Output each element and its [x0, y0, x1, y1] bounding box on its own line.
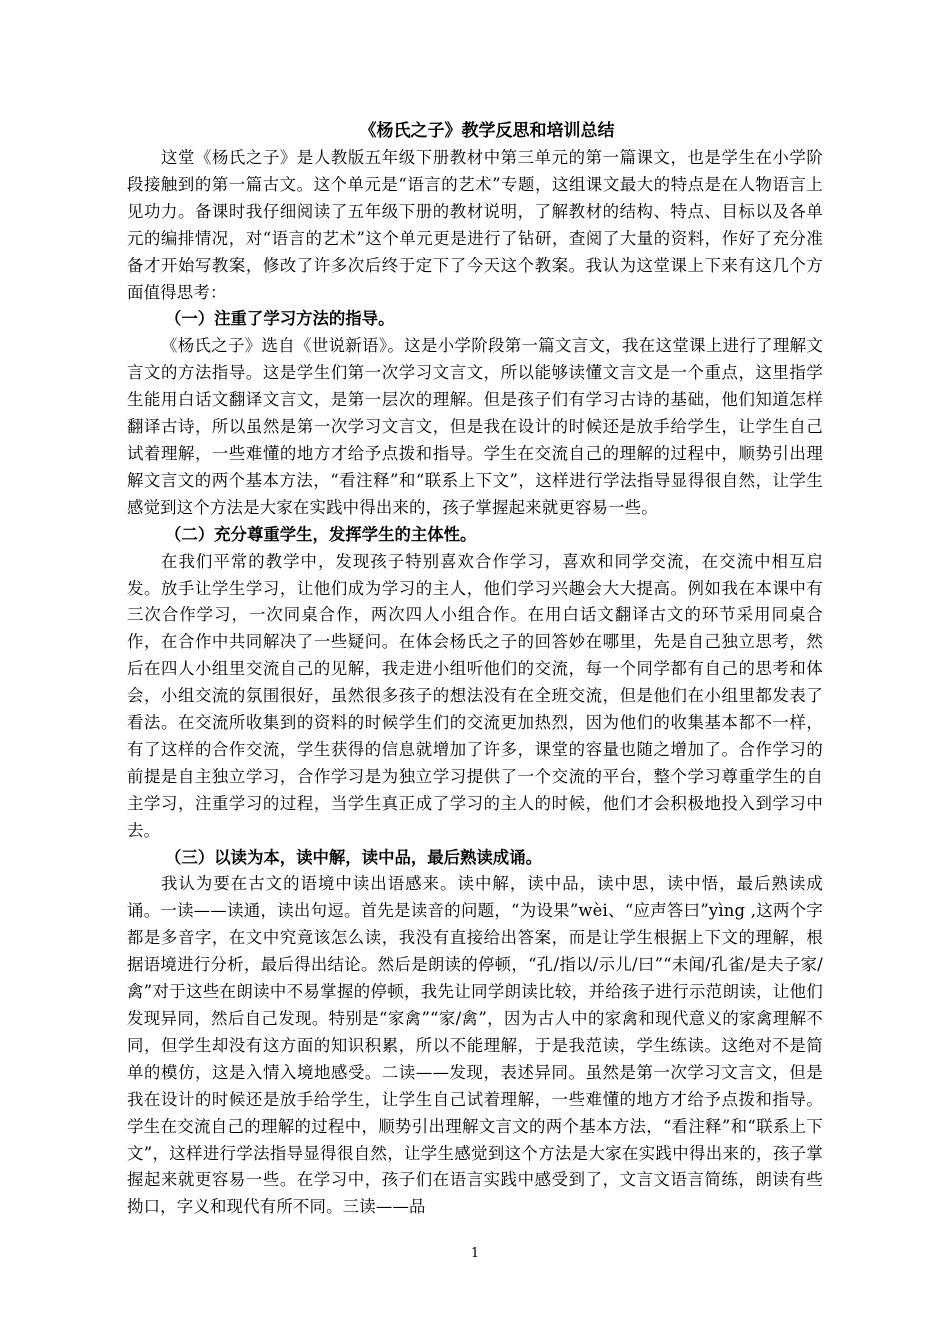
- section-body: 我认为要在古文的语境中读出语感来。读中解，读中品，读中思，读中悟，最后熟读成诵。一读——读通，读出句逗。首先是读音的问题，“为设果”wèi、“应声答曰”yìng ,这两个字都是多音字，在文中究竟该怎么读，我没有直接给出答案，而是让学生根据上下文的理解，根据语境进行分析，最后得出结论。然后是朗读的停顿，“孔/指以/示儿/曰”“未闻/孔雀/是夫子家/禽”对于这些在朗读中不易掌握的停顿，我先让同学朗读比较，并给孩子进行示范朗读，让他们发现异同，然后自己发现。特别是“家禽”“家/禽”，因为古人中的家禽和现代意义的家禽理解不同，但学生却没有这方面的知识积累，所以不能理解，于是我范读，学生练读。这绝对不是简单的模仿，这是入情入境地感受。二读——发现，表述异同。虽然是第一次学习文言文，但是我在设计的时候还是放手给学生，让学生自己试着理解，一些难懂的地方才给予点拨和指导。学生在交流自己的理解的过程中，顺势引出理解文言文的两个基本方法，“看注释”和“联系上下文”，这样进行学法指导显得很自然，让学生感觉到这个方法是大家在实践中得出来的，孩子掌握起来就更容易一些。在学习中，孩子们在语言实践中感受到了，文言文语言简练，朗读有些拗口，字义和现代有所不同。三读——品: [127, 874, 823, 1217]
- document-title: 《杨氏之子》教学反思和培训总结: [359, 121, 615, 141]
- section-3: [127, 845, 823, 1222]
- document-page: [127, 118, 823, 1221]
- section-heading: （一）注重了学习方法的指导。: [165, 309, 395, 329]
- section-1: [127, 306, 823, 521]
- section-heading: （三）以读为本，读中解，读中品，最后熟读成诵。: [165, 847, 542, 867]
- section-body: 在我们平常的教学中，发现孩子特别喜欢合作学习，喜欢和同学交流，在交流中相互启发。放手让学生学习，让他们成为学习的主人，他们学习兴趣会大大提高。例如我在本课中有三次合作学习，一次同桌合作，两次四人小组合作。在用白话文翻译古文的环节采用同桌合作，在合作中共同解决了一些疑问。在体会杨氏之子的回答妙在哪里，先是自己独立思考，然后在四人小组里交流自己的见解，我走进小组听他们的交流，每一个同学都有自己的思考和体会，小组交流的氛围很好，虽然很多孩子的想法没有在全班交流，但是他们在小组里都发表了看法。在交流所收集到的资料的时候学生们的交流更加热烈，因为他们的收集基本都不一样，有了这样的合作交流，学生获得的信息就增加了许多，课堂的容量也随之增加了。合作学习的前提是自主独立学习，合作学习是为独立学习提供了一个交流的平台，整个学习尊重学生的自主学习，注重学习的过程，当学生真正成了学习的主人的时候，他们才会积极地投入到学习中去。: [127, 551, 823, 840]
- section-heading: （二）充分尊重学生，发挥学生的主体性。: [165, 524, 477, 544]
- section-2: [127, 522, 823, 845]
- page-number: 1: [470, 1246, 480, 1261]
- section-body: 《杨氏之子》选自《世说新语》。这是小学阶段第一篇文言文，我在这堂课上进行了理解文言文的方法指导。这是学生们第一次学习文言文，所以能够读懂文言文是一个重点，这里指学生能用白话文翻译文言文，是第一层次的理解。但是孩子们有学习古诗的基础，他们知道怎样翻译古诗，所以虽然是第一次学习文言文，但是我在设计的时候还是放手给学生，让学生自己试着理解，一些难懂的地方才给予点拨和指导。学生在交流自己的理解的过程中，顺势引出理解文言文的两个基本方法，“看注释”和“联系上下文”，这样进行学法指导显得很自然，让学生感觉到这个方法是大家在实践中得出来的，孩子掌握起来就更容易一些。: [127, 336, 823, 517]
- intro-paragraph: 这堂《杨氏之子》是人教版五年级下册教材中第三单元的第一篇课文，也是学生在小学阶段接触到的第一篇古文。这个单元是“语言的艺术”专题，这组课文最大的特点是在人物语言上见功力。备课时我仔细阅读了五年级下册的教材说明，了解教材的结构、特点、目标以及各单元的编排情况，对“语言的艺术”这个单元更是进行了钻研，查阅了大量的资料，作好了充分准备才开始写教案，修改了许多次后终于定下了今天这个教案。我认为这堂课上下来有这几个方面值得思考：: [127, 148, 823, 302]
